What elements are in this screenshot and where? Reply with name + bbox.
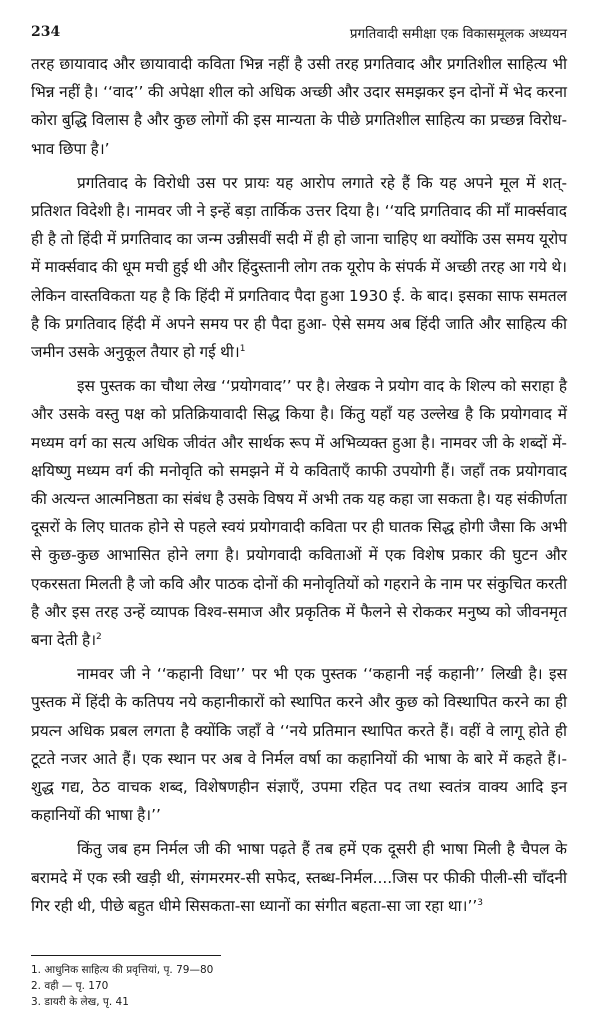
paragraph-text: इस पुस्तक का चौथा लेख ‘‘प्रयोगवाद’’ पर है। लेखक ने प्रयोग वाद के शिल्प को सराहा है और उसके वस्तु पक्ष को प्रतिक्रियावादी सिद्ध किया है। किंतु यहाँ यह उल्लेख है कि प्रयोगवाद में मध्यम वर्ग का सत्य अधिक जीवंत और सार्थक रूप में अभिव्यक्त हुआ है। नामवर जी के शब्दों में- क्षयिष्णु मध्यम वर्ग की मनोवृति को समझने में ये कविताएँ काफी उपयोगी हैं। जहाँ तक प्रयोगवाद की अत्यन्त आत्मनिष्ठता का संबंध है उसके विषय में अभी तक यह कहा जा सकता है। यह संकीर्णता दूसरों के लिए घातक होने से पहले स्वयं प्रयोगवादी कविता पर ही घातक सिद्ध होगी जैसा कि अभी से कुछ-कुछ आभासित होने लगा है। प्रयोगवादी कविताओं में एक विशेष प्रकार की घुटन और एकरसता मिलती है जो कवि और पाठक दोनों की मनोवृतियों को गहराने के नाम पर संकुचित करती है और इस तरह उन्हें व्यापक विश्व-समाज और प्रकृतिक में फैलने से रोककर मनुष्य को जीवनमृत बना देती है। (31, 377, 567, 650)
paragraph-1 (31, 50, 567, 163)
footnote-2: 2. वही — पृ. 170 (31, 980, 109, 992)
footnote-3: 3. डायरी के लेख, पृ. 41 (31, 996, 129, 1008)
paragraph-5 (31, 835, 567, 920)
running-title: प्रगतिवादी समीक्षा एक विकासमूलक अध्ययन (349, 26, 567, 42)
paragraph-text: किंतु जब हम निर्मल जी की भाषा पढ़ते हैं तब हमें एक दूसरी ही भाषा मिली है चैपल के बरामदे में एक स्त्री खड़ी थी, संगमरमर-सी सफेद, स्तब्ध-निर्मल....जिस पर फीकी पीली-सी चाँदनी गिर रही थी, पीछे बहुत धीमे सिसकता-सा ध्यानों का संगीत बहता-सा जा रहा था।’’ (31, 840, 567, 915)
running-head (31, 24, 567, 44)
paragraph-4 (31, 660, 567, 829)
paragraph-text: प्रगतिवाद के विरोधी उस पर प्रायः यह आरोप लगाते रहे हैं कि यह अपने मूल में शत्-प्रतिशत विदेशी है। नामवर जी ने इन्हें बड़ा तार्किक उत्तर दिया है। ‘‘यदि प्रगतिवाद की माँ मार्क्सवाद ही है तो हिंदी में प्रगतिवाद का जन्म उन्नीसवीं सदी में ही हो जाना चाहिए था क्योंकि उस समय यूरोप में मार्क्सवाद की धूम मची हुई थी और हिंदुस्तानी लोग तक यूरोप के संपर्क में अच्छी तरह आ गये थे। लेकिन वास्तविकता यह है कि हिंदी में प्रगतिवाद पैदा हुआ 1930 ई. के बाद। इसका साफ समतल है कि प्रगतिवाद हिंदी में अपने समय पर ही पैदा हुआ- ऐसे समय अब हिंदी जाति और साहित्य की जमीन उसके अनुकूल तैयार हो गई थी। (31, 173, 567, 362)
footnote-ref: 3 (477, 897, 483, 908)
body-text (31, 50, 567, 920)
paragraph-3 (31, 372, 567, 654)
paragraph-text: नामवर जी ने ‘‘कहानी विधा’’ पर भी एक पुस्तक ‘‘कहानी नई कहानी’’ लिखी है। इस पुस्तक में हिंदी के कतिपय नये कहानीकारों को स्थापित करने और कुछ को विस्थापित करने का ही प्रयत्न अधिक प्रबल लगता है क्योंकि जहाँ वे ‘‘नये प्रतिमान स्थापित करते हैं। वहीं वे लागू होते ही टूटते नजर आते हैं। एक स्थान पर अब वे निर्मल वर्षा का कहानियों की भाषा के बारे में कहते हैं।- शुद्ध गद्य, ठेठ वाचक शब्द, विशेषणहीन संज्ञाएँ, उपमा रहित पद तथा स्वतंत्र वाक्य आदि इन कहानियों की भाषा है।’’ (31, 665, 567, 825)
footnotes (31, 962, 567, 1010)
footnote-ref: 1 (239, 343, 246, 354)
footnote-divider (31, 955, 221, 956)
footnote-ref: 2 (96, 631, 102, 642)
page-number: 234 (31, 24, 61, 40)
paragraph-2 (31, 169, 567, 366)
footnote-1: 1. आधुनिक साहित्य की प्रवृत्तियां, पृ. 79—80 (31, 964, 214, 976)
paragraph-text: तरह छायावाद और छायावादी कविता भिन्न नहीं है उसी तरह प्रगतिवाद और प्रगतिशील साहित्य भी भिन्न नहीं है। ‘‘वाद’’ की अपेक्षा शील को अधिक अच्छी और उदार समझकर इन दोनों में भेद करना कोरा बुद्धि विलास है और कुछ लोगों की इस मान्यता के पीछे प्रगतिशील साहित्य का प्रच्छन्न विरोध-भाव छिपा है।’ (31, 55, 567, 158)
